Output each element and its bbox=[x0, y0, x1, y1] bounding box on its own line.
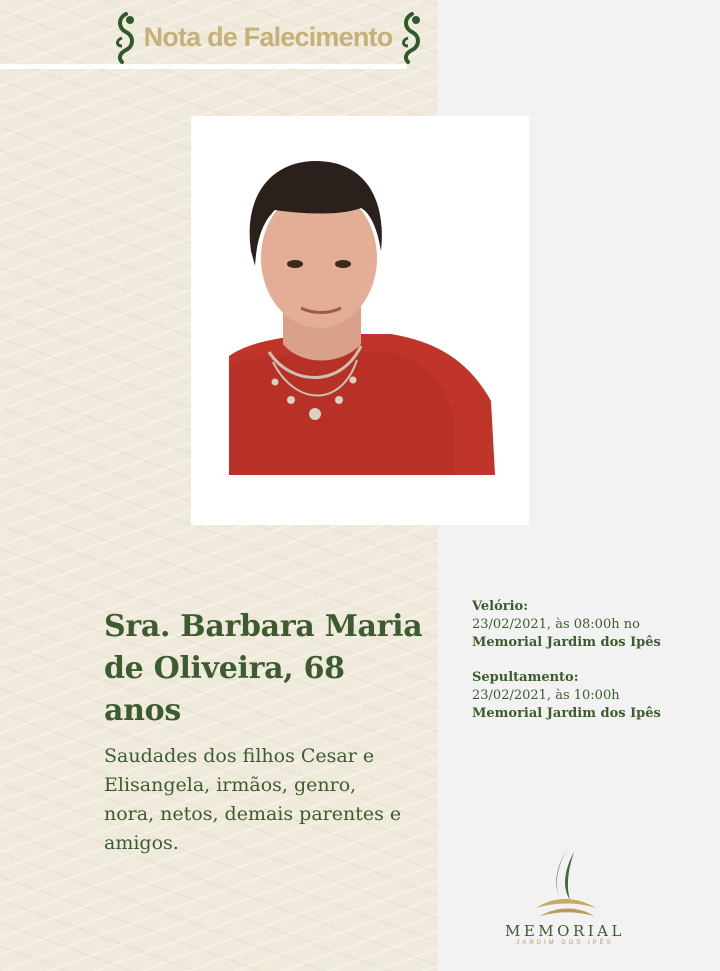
header bbox=[96, 8, 440, 66]
deceased-name: Sra. Barbara Maria de Oliveira, 68 anos bbox=[104, 609, 423, 728]
logo-subtitle: JARDIM DOS IPÊS bbox=[516, 940, 614, 946]
portrait-illustration bbox=[191, 116, 529, 525]
sepultamento-block bbox=[472, 669, 712, 723]
header-divider bbox=[0, 64, 407, 69]
ornament-left-icon bbox=[112, 10, 138, 64]
leaf-logo-icon bbox=[530, 846, 600, 920]
velorio-datetime: 23/02/2021, às 08:00h no bbox=[472, 617, 640, 632]
velorio-block bbox=[472, 598, 712, 652]
sepultamento-place: Memorial Jardim dos Ipês bbox=[472, 706, 661, 721]
ornament-right-icon bbox=[398, 10, 424, 64]
condolence-message: Saudades dos filhos Cesar e Elisangela, irmãos, genro, nora, netos, demais parentes e amigos. bbox=[104, 745, 402, 854]
memorial-logo bbox=[490, 846, 640, 956]
page-title: Nota de Falecimento bbox=[143, 21, 393, 52]
sepultamento-label: Sepultamento: bbox=[472, 670, 579, 685]
logo-wordmark: MEMORIAL bbox=[505, 922, 625, 940]
sepultamento-datetime: 23/02/2021, às 10:00h bbox=[472, 688, 620, 703]
portrait-photo bbox=[191, 116, 529, 525]
ceremony-info bbox=[472, 598, 712, 723]
velorio-place: Memorial Jardim dos Ipês bbox=[472, 635, 661, 650]
velorio-label: Velório: bbox=[472, 599, 529, 614]
